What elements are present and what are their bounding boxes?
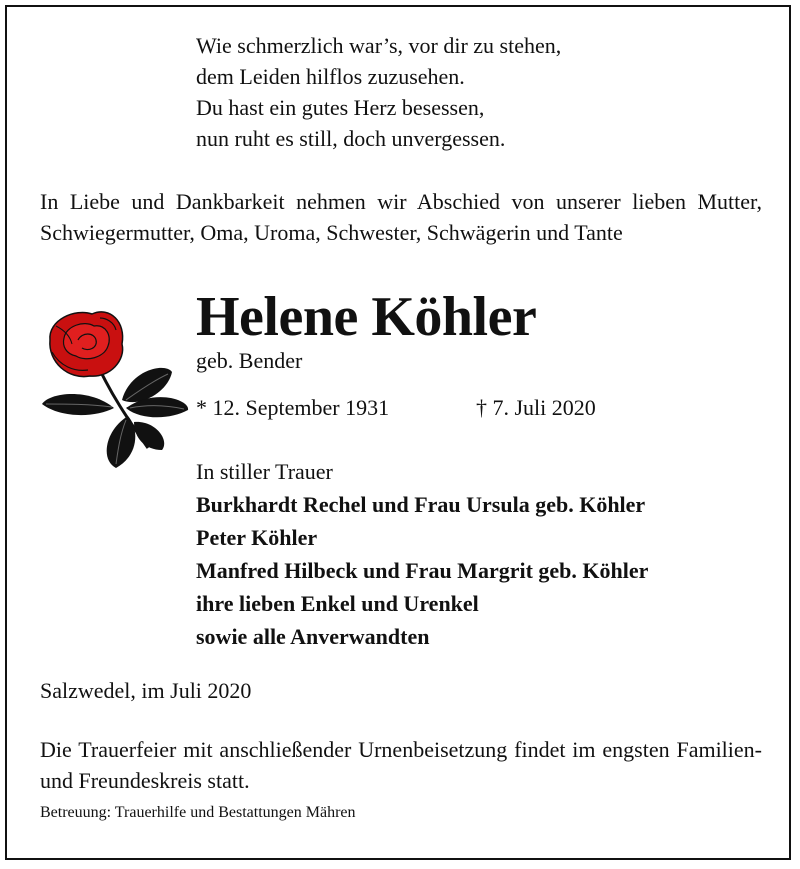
birth-date: * 12. September 1931: [196, 395, 390, 420]
poem-line: nun ruht es still, doch unvergessen.: [196, 126, 506, 151]
mourner-line: sowie alle Anverwandten: [196, 624, 430, 649]
place-date: Salzwedel, im Juli 2020: [40, 678, 252, 703]
intro-text: In Liebe und Dankbarkeit nehmen wir Abschied von unserer lieben Mutter, Schwiegermutter, Oma, Uroma, Schwester, Schwägerin und Tante: [40, 189, 762, 245]
mourners-heading: In stiller Trauer: [196, 459, 333, 484]
mourner-line: Burkhardt Rechel und Frau Ursula geb. Köhler: [196, 492, 646, 517]
poem-line: Du hast ein gutes Herz besessen,: [196, 95, 485, 120]
poem-line: Wie schmerzlich war’s, vor dir zu stehen,: [196, 33, 562, 58]
deceased-name: Helene Köhler: [196, 286, 537, 348]
life-dates: [196, 395, 596, 421]
mourners-block: [196, 455, 648, 653]
mourner-line: Manfred Hilbeck und Frau Margrit geb. Köhler: [196, 558, 649, 583]
maiden-name: geb. Bender: [196, 348, 303, 373]
funeral-notice: Die Trauerfeier mit anschließender Urnenbeisetzung findet im engsten Familien- und Freundeskreis statt.: [40, 737, 762, 793]
mourner-line: ihre lieben Enkel und Urenkel: [196, 591, 479, 616]
poem: [196, 30, 561, 154]
death-date: † 7. Juli 2020: [476, 395, 596, 420]
poem-line: dem Leiden hilflos zuzusehen.: [196, 64, 465, 89]
rose-icon: [30, 300, 195, 470]
funeral-home-credit: Betreuung: Trauerhilfe und Bestattungen Mähren: [40, 804, 356, 821]
mourner-line: Peter Köhler: [196, 525, 318, 550]
